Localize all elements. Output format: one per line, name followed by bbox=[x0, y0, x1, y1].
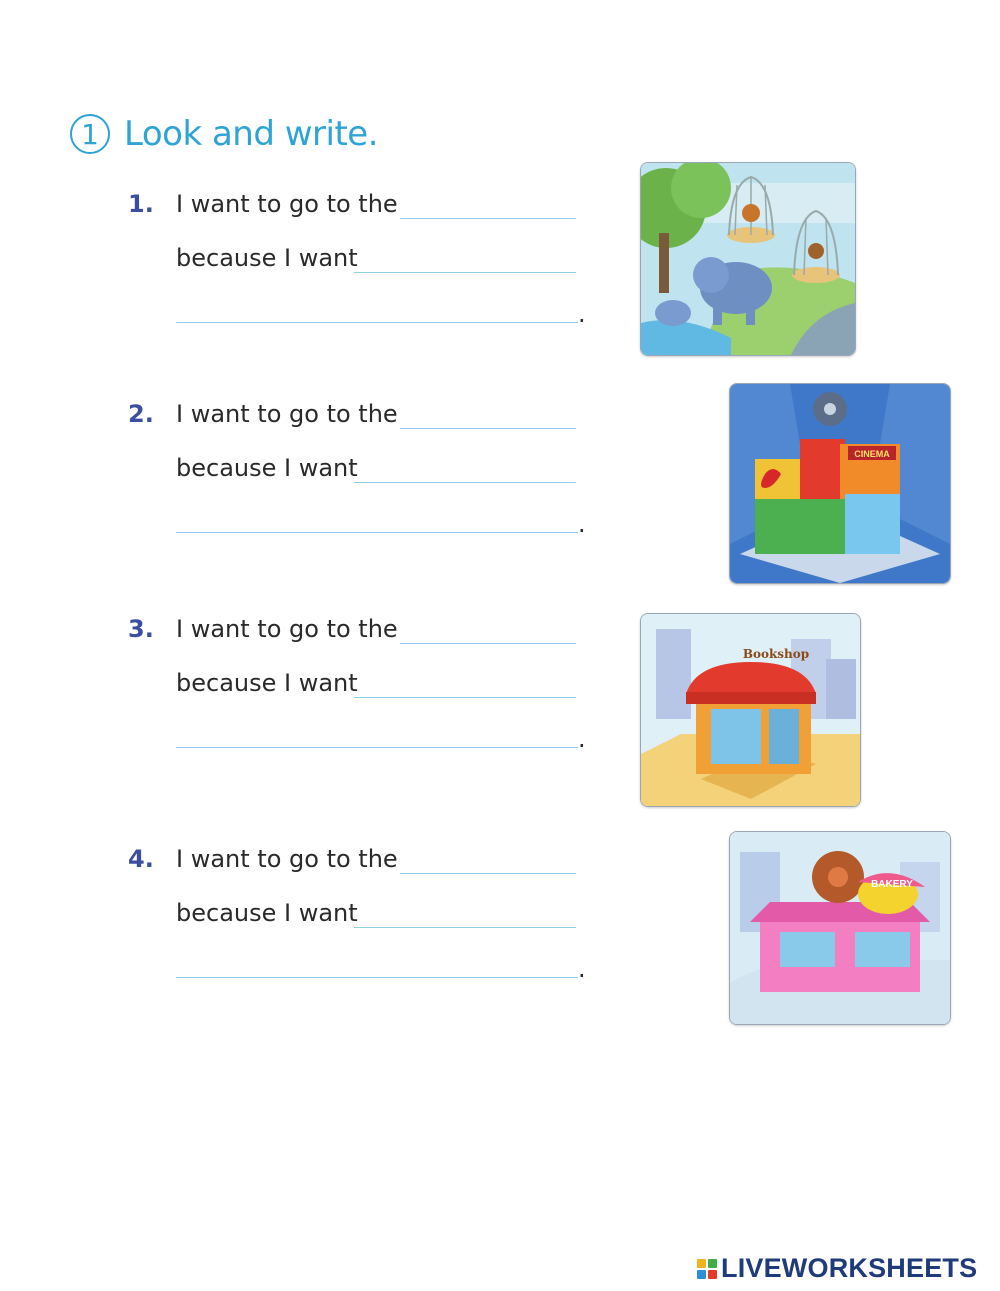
sentence-start: I want to go to the bbox=[176, 190, 398, 218]
exercise-number: 2. bbox=[128, 400, 154, 428]
sentence-period: . bbox=[578, 300, 586, 328]
answer-blank-reason-continued[interactable] bbox=[176, 747, 578, 748]
brand-grid-icon bbox=[697, 1259, 717, 1279]
sentence-period: . bbox=[578, 955, 586, 983]
section-number: 1 bbox=[70, 114, 110, 154]
bakery-sign: BAKERY bbox=[871, 879, 913, 890]
answer-blank-reason-continued[interactable] bbox=[176, 322, 578, 323]
answer-blank-reason[interactable] bbox=[354, 927, 576, 928]
cinema-illustration bbox=[729, 383, 951, 584]
exercise-1 bbox=[128, 190, 598, 340]
exercise-4 bbox=[128, 845, 598, 995]
cinema-sign: CINEMA bbox=[854, 449, 890, 459]
section-header bbox=[70, 110, 378, 158]
exercise-number: 1. bbox=[128, 190, 154, 218]
answer-blank-reason[interactable] bbox=[354, 272, 576, 273]
sentence-middle: because I want bbox=[176, 899, 358, 927]
answer-blank-reason-continued[interactable] bbox=[176, 532, 578, 533]
sentence-middle: because I want bbox=[176, 669, 358, 697]
exercise-2 bbox=[128, 400, 598, 550]
sentence-period: . bbox=[578, 725, 586, 753]
brand-name: LIVEWORKSHEETS bbox=[721, 1253, 978, 1283]
bookshop-illustration bbox=[640, 613, 861, 807]
bookshop-sign: Bookshop bbox=[742, 647, 810, 661]
answer-blank-reason[interactable] bbox=[354, 482, 576, 483]
exercise-3 bbox=[128, 615, 598, 765]
sentence-middle: because I want bbox=[176, 244, 358, 272]
sentence-start: I want to go to the bbox=[176, 615, 398, 643]
answer-blank-reason[interactable] bbox=[354, 697, 576, 698]
liveworksheets-logo bbox=[697, 1253, 977, 1284]
answer-blank-place[interactable] bbox=[400, 643, 576, 644]
answer-blank-reason-continued[interactable] bbox=[176, 977, 578, 978]
answer-blank-place[interactable] bbox=[400, 428, 576, 429]
bakery-illustration bbox=[729, 831, 951, 1025]
exercise-number: 3. bbox=[128, 615, 154, 643]
zoo-illustration bbox=[640, 162, 856, 356]
sentence-start: I want to go to the bbox=[176, 845, 398, 873]
answer-blank-place[interactable] bbox=[400, 873, 576, 874]
answer-blank-place[interactable] bbox=[400, 218, 576, 219]
sentence-start: I want to go to the bbox=[176, 400, 398, 428]
section-title: Look and write. bbox=[124, 114, 379, 154]
sentence-middle: because I want bbox=[176, 454, 358, 482]
exercise-number: 4. bbox=[128, 845, 154, 873]
sentence-period: . bbox=[578, 510, 586, 538]
